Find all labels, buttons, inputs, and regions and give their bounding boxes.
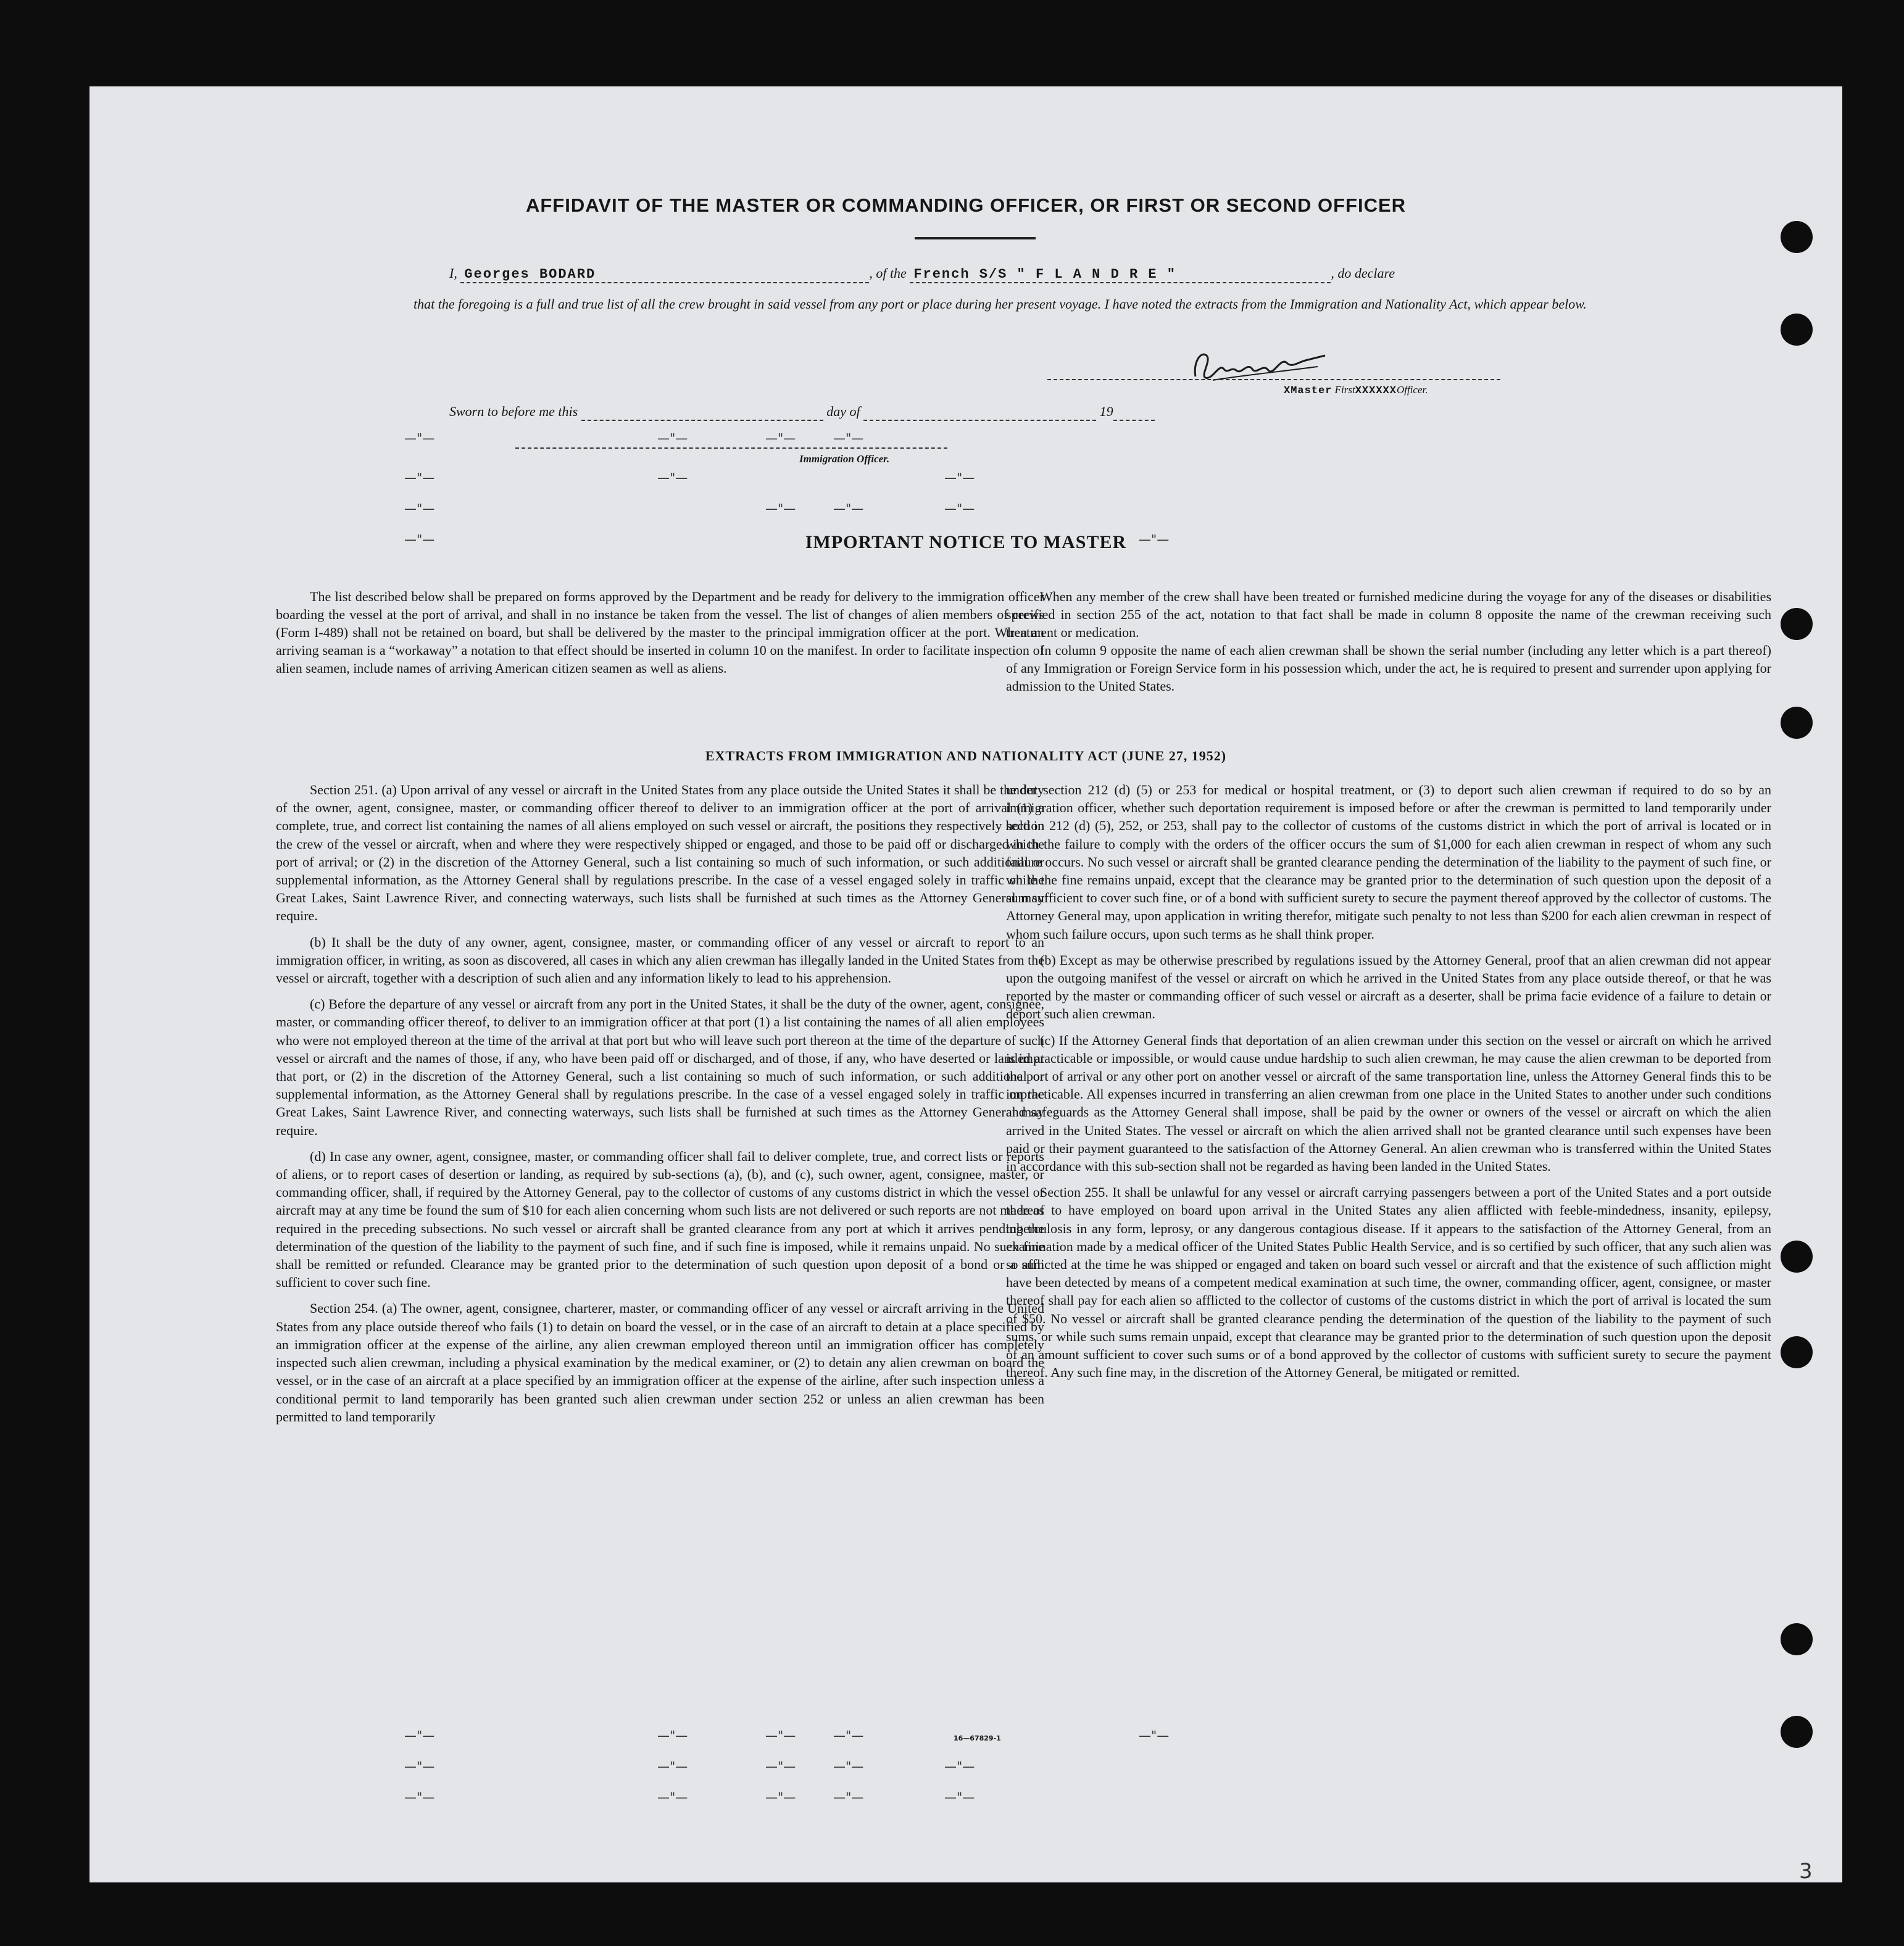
immigration-officer-caption: Immigration Officer.: [799, 453, 890, 465]
immigration-officer-line: [515, 447, 947, 449]
binder-hole: [1781, 1241, 1813, 1273]
struck-second: XXXXXX: [1355, 385, 1397, 397]
officer-label: Officer.: [1396, 384, 1428, 396]
declare-label: , do declare: [1331, 265, 1395, 281]
ditto-mark: —"—: [404, 532, 435, 547]
form-number: 16—67829-1: [954, 1734, 1001, 1742]
ditto-mark: —"—: [944, 1790, 975, 1805]
extracts-left-column: [276, 781, 1044, 1426]
section-254-c: (c) If the Attorney General finds that deportation of an alien crewman under this section on the vessel or aircraft on which he arrived is impracticable or impossible, or would cause undue hardship to such alien crewman, he may cause the alien crewman to be deported from the port of arrival or any other port on another vessel or aircraft of the same transportation line, unless the Attorney General finds this to be impracticable. All expenses incurred in transferring an alien crewman from one place in the United States to another under such conditions and safeguards as the Attorney General shall impose, shall be paid by the owner or owners of the vessel or aircraft on which the alien arrived in the United States. The vessel or aircraft on which the alien arrived shall not be granted clearance until such expenses have been paid or their payment guaranteed to the satisfaction of the Attorney General. An alien crewman who is transferred within the United States in accordance with this sub-section shall not be regarded as having been landed in the United States.: [1006, 1032, 1771, 1175]
ditto-mark: —"—: [1139, 1728, 1170, 1743]
ditto-mark: —"—: [1139, 532, 1170, 547]
affidavit-title: AFFIDAVIT OF THE MASTER OR COMMANDING OFFICER, OR FIRST OR SECOND OFFICER: [525, 194, 1407, 216]
day-of-label: day of: [826, 404, 860, 419]
ditto-mark: —"—: [944, 1759, 975, 1774]
section-254-a-continued: under section 212 (d) (5) or 253 for medical or hospital treatment, or (3) to deport such alien crewman if required to do so by an immigration officer, whether such deportation requirement is imposed before or after the crewman is permitted to land temporarily under section 212 (d) (5), 252, or 253, shall pay to the collector of customs of the customs district in which the port of arrival is located or in which the failure to comply with the orders of the officer occurs the sum of $1,000 for each alien crewman in respect of whom any such failure occurs. No such vessel or aircraft shall be granted clearance pending the determination of the liability to the payment of such fine, or while the fine remains unpaid, except that the clearance may be granted prior to the determination of such question upon the deposit of a sum sufficient to cover such fine, or of a bond with sufficient surety to secure the payment thereof approved by the collector of customs. The Attorney General may, upon application in writing therefor, mitigate such penalty to not less than $200 for each alien crewman in respect of whom such failure occurs, upon such terms as he shall think proper.: [1006, 782, 1771, 942]
notice-right-column: [1006, 588, 1771, 695]
ditto-mark: —"—: [657, 431, 688, 446]
ditto-mark: —"—: [657, 1728, 688, 1743]
ditto-mark: —"—: [944, 470, 975, 485]
corner-number-mark: 3: [1799, 1859, 1813, 1884]
section-251-d: (d) In case any owner, agent, consignee, master, or commanding officer shall fail to deliver complete, true, and correct lists or reports of aliens, or to report cases of desertion or landing, as required by sub-sections (a), (b), and (c), such owner, agent, consignee, master, or commanding officer, shall, if required by the Attorney General, pay to the collector of customs of any customs district in which the vessel or aircraft may at any time be found the sum of $10 for each alien concerning whom such lists are not delivered or such reports are not made as required in the preceding subsections. No such vessel or aircraft shall be granted clearance from any port at which it arrives pending the determination of the question of the liability to the payment of such fine, and if such fine is imposed, while it remains unpaid. No such fine shall be remitted or refunded. Clearance may be granted prior to the determination of such question upon deposit of a bond or a sum sufficient to cover such fine.: [276, 1148, 1044, 1291]
master-name-field: [460, 265, 869, 283]
ditto-mark: —"—: [833, 1759, 864, 1774]
ditto-mark: —"—: [765, 1728, 796, 1743]
signature-caption: [1284, 384, 1428, 397]
affidavit-page: [89, 86, 1842, 1882]
binder-hole: [1781, 221, 1813, 253]
ditto-mark: —"—: [765, 1790, 796, 1805]
master-name: Georges BODARD: [464, 267, 596, 282]
year-prefix: 19: [1099, 404, 1113, 419]
ditto-mark: —"—: [833, 1728, 864, 1743]
section-255: Section 255. It shall be unlawful for any vessel or aircraft carrying passengers between a port of the United States and a port outside thereof to have employed on board upon arrival in the United States any alien afflicted with feeble-mindedness, insanity, epilepsy, tuberculosis in any form, leprosy, or any dangerous contagious disease. If it appears to the satisfaction of the Attorney General, from an examination made by a medical officer of the United States Public Health Service, and is so certified by such officer, that any such alien was so afflicted at the time he was shipped or engaged and taken on board such vessel or aircraft and that the existence of such affliction might have been detected by means of a competent medical examination at such time, the owner, commanding officer, agent, consignee, or master thereof shall pay for each alien so afflicted to the collector of customs of the customs district in which the port of arrival is located the sum of $50. No vessel or aircraft shall be granted clearance pending the determination of the question of the liability to the payment of such sums, or while such sums remain unpaid, except that clearance may be granted prior to the determination of such question upon the deposit of an amount sufficient to cover such sums or of a bond approved by the collector of customs with sufficient surety to secure the payment thereof. Any such fine may, in the discretion of the Attorney General, be mitigated or remitted.: [1006, 1184, 1771, 1381]
vessel-name-field: [910, 265, 1331, 283]
of-the-label: , of the: [869, 265, 907, 281]
binder-hole: [1781, 1716, 1813, 1748]
notice-right-paragraph-2: In column 9 opposite the name of each alien crewman shall be shown the serial number (including any letter which is a part thereof) of any Immigration or Foreign Service form in his possession which, under the act, he is required to present and surrender upon applying for admission to the United States.: [1006, 642, 1771, 694]
binder-hole: [1781, 707, 1813, 739]
sworn-year-field: [1113, 404, 1155, 421]
sworn-line: [449, 404, 1155, 421]
struck-master: XMaster: [1284, 385, 1332, 397]
section-254-b: (b) Except as may be otherwise prescribed by regulations issued by the Attorney General, proof that an alien crewman did not appear upon the outgoing manifest of the vessel or aircraft on which he arrived in the United States from any place outside thereof, or that he was reported by the master or commanding officer of such vessel or aircraft as a deserter, shall be prima facie evidence of a failure to detain or deport such alien crewman.: [1006, 952, 1771, 1022]
officer-signature: [1188, 344, 1330, 388]
binder-hole: [1781, 608, 1813, 640]
section-251-b: (b) It shall be the duty of any owner, agent, consignee, master, or commanding officer of any vessel or aircraft to report to an immigration officer, in writing, as soon as discovered, all cases in which any alien crewman has illegally landed in the United States from the vessel or aircraft, together with a description of such alien and any information likely to lead to his apprehension.: [276, 934, 1044, 986]
declaration-line: [449, 265, 1395, 283]
ditto-mark: —"—: [404, 1728, 435, 1743]
ditto-mark: —"—: [404, 470, 435, 485]
notice-left-paragraph: The list described below shall be prepared on forms approved by the Department and be ready for delivery to the immigration officer boarding the vessel at the port of arrival, and shall in no instance be taken from the vessel. The list of changes of alien members of crews (Form I-489) shall not be retained on board, but shall be delivered by the master to the principal immigration officer at the port. When an arriving seaman is a “workaway” a notation to that effect should be inserted in column 10 on the manifest. In order to facilitate inspection of alien seamen, include names of arriving American citizen seamen as well as aliens.: [276, 589, 1044, 676]
extracts-title: EXTRACTS FROM IMMIGRATION AND NATIONALITY ACT (JUNE 27, 1952): [705, 748, 1227, 763]
ditto-mark: —"—: [765, 501, 796, 516]
ditto-mark: —"—: [657, 470, 688, 485]
binder-hole: [1781, 314, 1813, 346]
vessel-name: French S/S " F L A N D R E ": [913, 267, 1176, 282]
binder-hole: [1781, 1623, 1813, 1655]
ditto-mark: —"—: [944, 501, 975, 516]
notice-right-paragraph-1: When any member of the crew shall have been treated or furnished medicine during the voyage for any of the diseases or disabilities specified in section 255 of the act, notation to that fact shall be made in column 8 opposite the name of the crewman receiving such treatment or medication.: [1006, 589, 1771, 640]
sworn-month-field: [863, 404, 1096, 421]
sworn-label: Sworn to before me this: [449, 404, 578, 419]
ditto-mark: —"—: [657, 1790, 688, 1805]
section-251-a: Section 251. (a) Upon arrival of any vessel or aircraft in the United States from any place outside the United States it shall be the duty of the owner, agent, consignee, master, or commanding officer thereof to deliver to an immigration officer at the port of arrival (1) a complete, true, and correct list containing the names of all aliens employed on such vessel or aircraft, the positions they respectively hold in the crew of the vessel or aircraft, when and where they were respectively shipped or engaged, and those to be paid off or discharged in the port of arrival; or (2) in the discretion of the Attorney General, such a list containing so much of such information, or such additional or supplemental information, as the Attorney General shall by regulations prescribe. In the case of a vessel engaged solely in traffic on the Great Lakes, Saint Lawrence River, and connecting waterways, such lists shall be furnished at such times as the Attorney General may require.: [276, 782, 1044, 924]
ditto-mark: —"—: [765, 1759, 796, 1774]
notice-left-column: [276, 588, 1044, 677]
binder-hole: [1781, 1336, 1813, 1368]
ditto-mark: —"—: [404, 1790, 435, 1805]
ditto-mark: —"—: [404, 501, 435, 516]
ditto-mark: —"—: [404, 1759, 435, 1774]
ditto-mark: —"—: [833, 501, 864, 516]
declaration-text: that the foregoing is a full and true list of all the crew brought in said vessel from any port or place during her present voyage. I have noted the extracts from the Immigration and Nationality Act, which appear below.: [414, 296, 1587, 312]
ditto-mark: —"—: [833, 431, 864, 446]
ditto-mark: —"—: [833, 1790, 864, 1805]
notice-title: IMPORTANT NOTICE TO MASTER: [805, 532, 1127, 552]
ditto-mark: —"—: [657, 1759, 688, 1774]
first-label: First: [1334, 384, 1355, 396]
ditto-mark: —"—: [765, 431, 796, 446]
signature-line: [1047, 379, 1500, 380]
section-251-c: (c) Before the departure of any vessel or aircraft from any port in the United States, it shall be the duty of the owner, agent, consignee, master, or commanding officer thereof, to deliver to an immigration officer at that port (1) a list containing the names of all alien employees who were not employed thereon at the time of the arrival at that port but who will leave such port thereon at the time of the departure of such vessel or aircraft and the names of those, if any, who have been paid off or discharged, and of those, if any, who have deserted or landed at that port, or (2) in the discretion of the Attorney General, such a list containing so much of such information, or such additional or supplemental information, as the Attorney General shall by regulations prescribe. In the case of a vessel engaged solely in traffic on the Great Lakes, Saint Lawrence River, and connecting waterways, such lists shall be furnished at such times as the Attorney General may require.: [276, 996, 1044, 1138]
section-254-a: Section 254. (a) The owner, agent, consignee, charterer, master, or commanding officer of any vessel or aircraft arriving in the United States from any place outside thereof who fails (1) to detain on board the vessel, or in the case of an aircraft to detain at a place specified by an immigration officer at the expense of the airline, any alien crewman employed thereon until an immigration officer has completely inspected such alien crewman, including a physical examination by the medical examiner, or (2) to detain any alien crewman on board the vessel, or in the case of an aircraft at a place specified by an immigration officer at the expense of the airline, after such inspection unless a conditional permit to land temporarily has been granted such alien crewman under section 252 or unless an alien crewman has been permitted to land temporarily: [276, 1300, 1044, 1424]
extracts-right-column: [1006, 781, 1771, 1382]
ditto-mark: —"—: [404, 431, 435, 446]
title-divider: [915, 237, 1036, 239]
sworn-day-field: [581, 404, 823, 421]
declaration-prefix: I,: [449, 265, 457, 281]
